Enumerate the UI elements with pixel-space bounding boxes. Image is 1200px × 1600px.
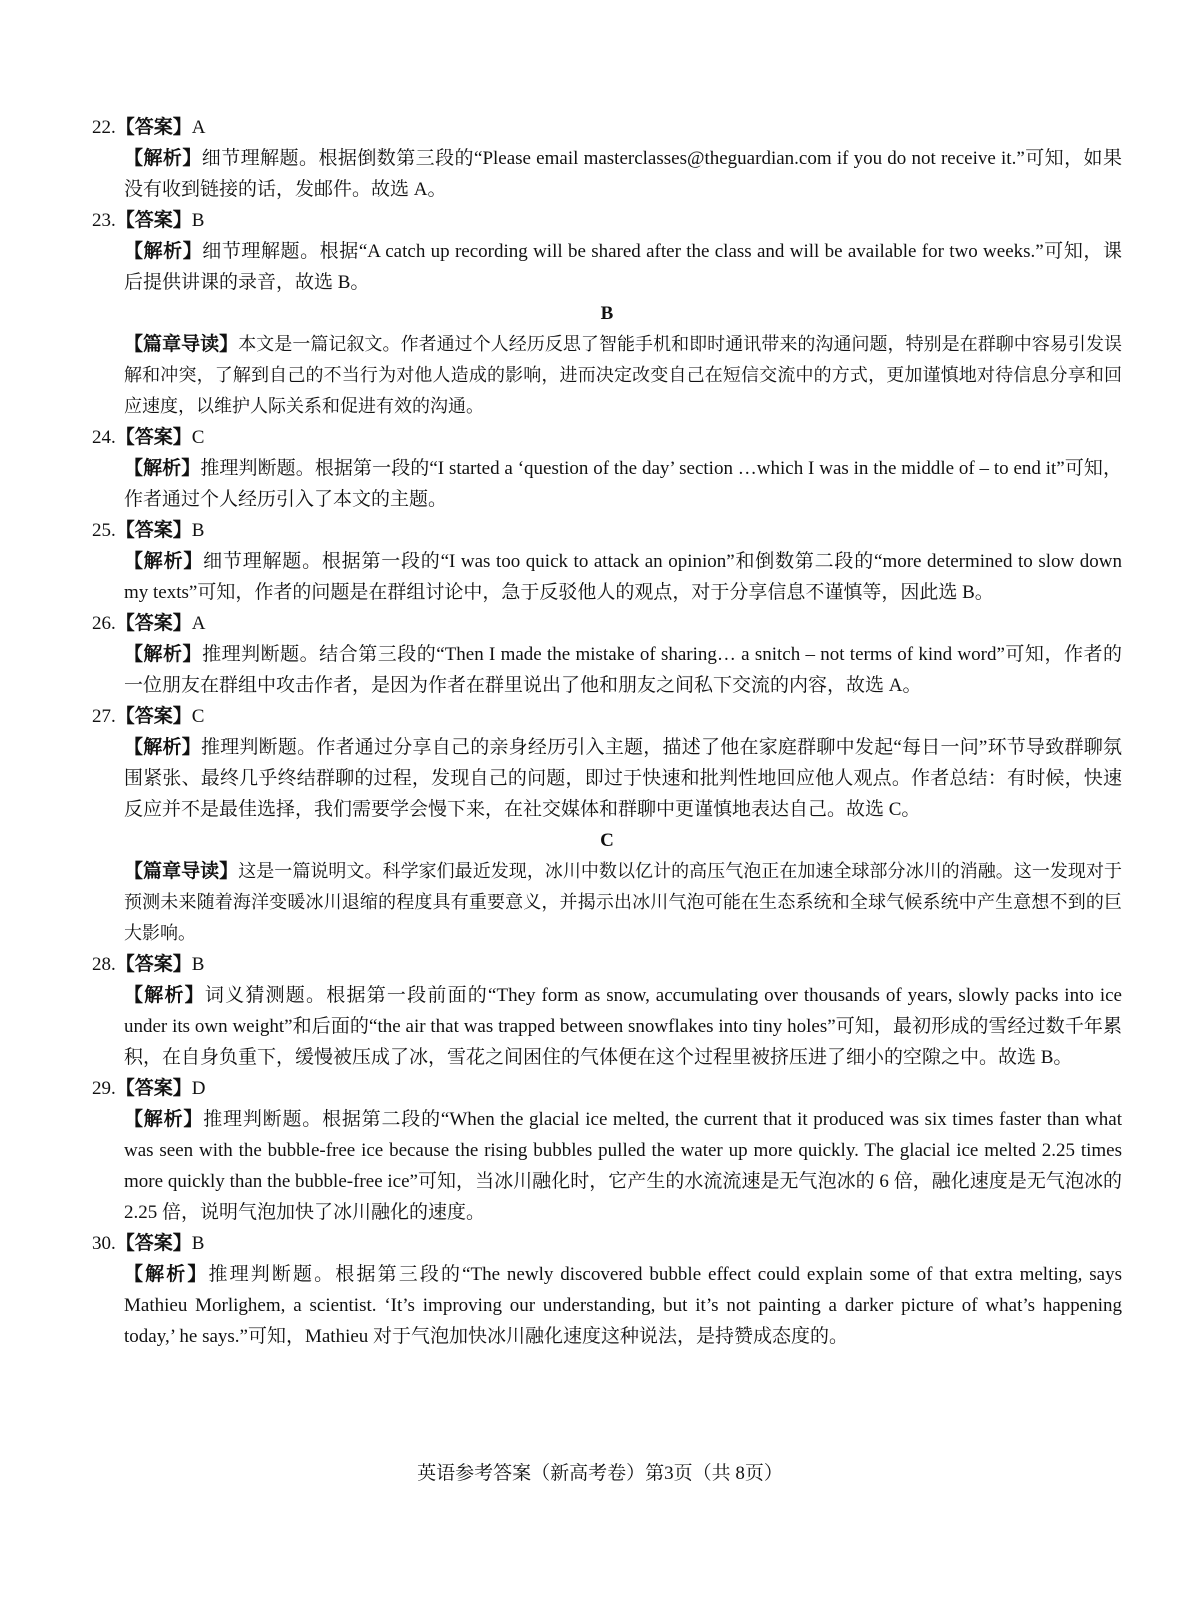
analysis-label: 【解析】: [124, 1264, 209, 1285]
question-29-analysis: [92, 1104, 1122, 1228]
question-30-analysis: [92, 1259, 1122, 1352]
question-number: 30.: [92, 1233, 116, 1254]
answer-value: B: [191, 1233, 205, 1254]
analysis-label: 【解析】: [124, 241, 203, 262]
question-number: 29.: [92, 1078, 116, 1099]
answer-label: 【答案】: [115, 210, 192, 231]
analysis-text: 推理判断题。结合第三段的“Then I made the mistake of sharing… a snitch – not terms of kind word”可知，作者的一位朋友在群组中攻击作者，是因为作者在群里说出了他和朋友之间私下交流的内容，故选 A。: [124, 644, 1122, 696]
guide-text: 这是一篇说明文。科学家们最近发现，冰川中数以亿计的高压气泡正在加速全球部分冰川的消融。这一发现对于预测未来随着海洋变暖冰川退缩的程度具有重要意义，并揭示出冰川气泡可能在生态系统和全球气候系统中产生意想不到的巨大影响。: [124, 861, 1122, 944]
analysis-label: 【解析】: [124, 737, 201, 758]
analysis-label: 【解析】: [124, 1109, 204, 1130]
answer-value: C: [191, 706, 205, 727]
answer-value: A: [191, 613, 206, 634]
answer-label: 【答案】: [115, 613, 192, 634]
answer-label: 【答案】: [115, 520, 192, 541]
guide-label: 【篇章导读】: [124, 334, 239, 355]
analysis-label: 【解析】: [124, 644, 203, 665]
answer-value: D: [191, 1078, 206, 1099]
question-number: 25.: [92, 520, 116, 541]
question-25-analysis: [92, 546, 1122, 608]
guide-label: 【篇章导读】: [124, 861, 239, 882]
question-number: 22.: [92, 117, 116, 138]
page-footer: 英语参考答案（新高考卷）第3页（共 8页）: [417, 1463, 783, 1484]
analysis-text: 推理判断题。作者通过分享自己的亲身经历引入主题，描述了他在家庭群聊中发起“每日一问”环节导致群聊氛围紧张、最终几乎终结群聊的过程，发现自己的问题，即过于快速和批判性地回应他人观点。作者总结：有时候，快速反应并不是最佳选择，我们需要学会慢下来，在社交媒体和群聊中更谨慎地表达自己。故选 C。: [124, 737, 1122, 820]
question-number: 23.: [92, 210, 116, 231]
question-26-analysis: [92, 639, 1122, 701]
question-28-analysis: [92, 980, 1122, 1073]
question-number: 28.: [92, 954, 116, 975]
analysis-label: 【解析】: [124, 148, 202, 169]
analysis-text: 细节理解题。根据倒数第三段的“Please email masterclasses@theguardian.com if you do not receive it.”可知，如果没有收到链接的话，发邮件。故选 A。: [124, 148, 1122, 200]
question-26-answer: [92, 608, 1122, 639]
analysis-text: 细节理解题。根据“A catch up recording will be shared after the class and will be available for two weeks.”可知，课后提供讲课的录音，故选 B。: [124, 241, 1122, 293]
answer-label: 【答案】: [115, 706, 192, 727]
answer-value: A: [191, 117, 206, 138]
analysis-text: 词义猜测题。根据第一段前面的“They form as snow, accumulating over thousands of years, slowly packs into ice under its own weight”和后面的“the air that was trapped between snowflakes into tiny holes”可知，最初形成的雪经过数千年累积，在自身负重下，缓慢被压成了冰，雪花之间困住的气体便在这个过程里被挤压进了细小的空隙之中。故选 B。: [124, 985, 1122, 1068]
analysis-label: 【解析】: [124, 985, 205, 1006]
analysis-text: 推理判断题。根据第二段的“When the glacial ice melted, the current that it produced was six times faster than what was seen with the bubble-free ice because the rising bubbles pulled the water up more quickly. The glacial ice melted 2.25 times more quickly than the bubble-free ice”可知，当冰川融化时，它产生的水流流速是无气泡冰的 6 倍，融化速度是无气泡冰的 2.25 倍，说明气泡加快了冰川融化的速度。: [124, 1109, 1122, 1223]
analysis-label: 【解析】: [124, 551, 204, 572]
analysis-text: 推理判断题。根据第一段的“I started a ‘question of the day’ section …which I was in the middle of – to end it”可知，作者通过个人经历引入了本文的主题。: [124, 458, 1122, 510]
answer-label: 【答案】: [115, 954, 192, 975]
answer-label: 【答案】: [115, 1233, 192, 1254]
question-number: 26.: [92, 613, 116, 634]
answer-value: C: [191, 427, 205, 448]
question-27-analysis: [92, 732, 1122, 825]
section-b-heading: B: [600, 303, 614, 324]
question-23-answer: [92, 205, 1122, 236]
question-25-answer: [92, 515, 1122, 546]
question-number: 24.: [92, 427, 116, 448]
analysis-text: 细节理解题。根据第一段的“I was too quick to attack an opinion”和倒数第二段的“more determined to slow down my texts”可知，作者的问题是在群组讨论中，急于反驳他人的观点，对于分享信息不谨慎等，因此选 B。: [124, 551, 1122, 603]
answer-value: B: [191, 520, 205, 541]
analysis-label: 【解析】: [124, 458, 201, 479]
question-30-answer: [92, 1228, 1122, 1259]
answer-label: 【答案】: [115, 427, 192, 448]
question-27-answer: [92, 701, 1122, 732]
answer-value: B: [191, 954, 205, 975]
section-c-heading: C: [600, 830, 614, 851]
question-29-answer: [92, 1073, 1122, 1104]
answer-label: 【答案】: [115, 117, 192, 138]
question-24-answer: [92, 422, 1122, 453]
guide-text: 本文是一篇记叙文。作者通过个人经历反思了智能手机和即时通讯带来的沟通问题，特别是在群聊中容易引发误解和冲突，了解到自己的不当行为对他人造成的影响，进而决定改变自己在短信交流中的方式，更加谨慎地对待信息分享和回应速度，以维护人际关系和促进有效的沟通。: [124, 334, 1122, 417]
analysis-text: 推理判断题。根据第三段的“The newly discovered bubble effect could explain some of that extra melting, says Mathieu Morlighem, a scientist. ‘It’s improving our understanding, but it’s not painting a darker picture of what’s happening today,’ he says.”可知，Mathieu 对于气泡加快冰川融化速度这种说法，是持赞成态度的。: [124, 1264, 1122, 1347]
question-24-analysis: [92, 453, 1122, 515]
question-22-answer: [92, 112, 1122, 143]
question-23-analysis: [92, 236, 1122, 298]
answer-key-content: [92, 112, 1122, 1352]
question-22-analysis: [92, 143, 1122, 205]
answer-value: B: [191, 210, 205, 231]
answer-label: 【答案】: [115, 1078, 192, 1099]
question-number: 27.: [92, 706, 116, 727]
section-b-guide: [92, 329, 1122, 422]
question-28-answer: [92, 949, 1122, 980]
section-c-guide: [92, 856, 1122, 949]
